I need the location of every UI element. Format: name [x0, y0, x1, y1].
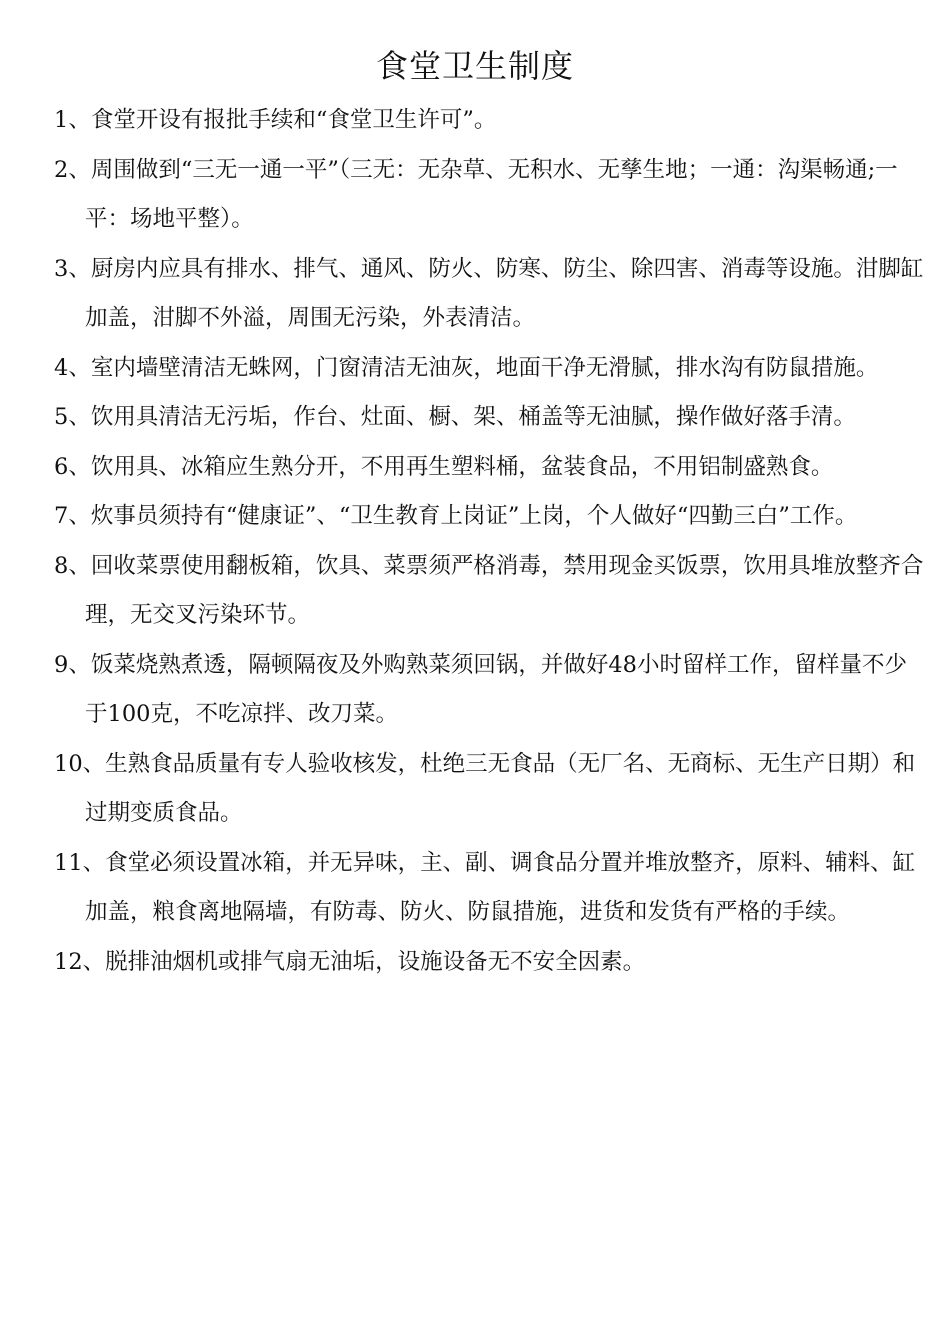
rule-item-12: 12、脱排油烟机或排气扇无油垢，设施设备无不安全因素。 — [54, 948, 646, 975]
rule-item-11: 11、食堂必须设置冰箱，并无异味，主、副、调食品分置并堆放整齐，原料、辅料、缸加盖，粮食离地隔墙，有防毒、防火、防鼠措施，进货和发货有严格的手续。 — [54, 849, 916, 925]
rule-item-8: 8、回收菜票使用翻板箱，饮具、菜票须严格消毒，禁用现金买饭票，饮用具堆放整齐合理，无交叉污染环节。 — [54, 552, 924, 628]
rule-item-4: 4、室内墙壁清洁无蛛网，门窗清洁无油灰，地面干净无滑腻，排水沟有防鼠措施。 — [54, 354, 879, 381]
rule-item-7: 7、炊事员须持有“健康证”、“卫生教育上岗证”上岗，个人做好“四勤三白”工作。 — [54, 503, 858, 529]
rule-item-9: 9、饭菜烧熟煮透，隔顿隔夜及外购熟菜须回锅，并做好48小时留样工作，留样量不少于100克，不吃凉拌、改刀菜。 — [54, 651, 907, 727]
rule-item-1: 1、食堂开设有报批手续和“食堂卫生许可”。 — [54, 107, 497, 133]
rule-item-3: 3、厨房内应具有排水、排气、通风、防火、防寒、防尘、除四害、消毒等设施。泔脚缸加盖，泔脚不外溢，周围无污染，外表清洁。 — [54, 255, 924, 331]
rule-item-6: 6、饮用具、冰箱应生熟分开，不用再生塑料桶，盆装食品，不用铝制盛熟食。 — [54, 453, 834, 480]
rule-item-2: 2、周围做到“三无一通一平”（三无：无杂草、无积水、无孳生地；一通：沟渠畅通;一平：场地平整）。 — [54, 156, 898, 232]
rules-list — [54, 96, 926, 987]
document-title: 食堂卫生制度 — [375, 47, 574, 85]
rule-item-5: 5、饮用具清洁无污垢，作台、灶面、橱、架、桶盖等无油腻，操作做好落手清。 — [54, 404, 856, 430]
rule-item-10: 10、生熟食品质量有专人验收核发，杜绝三无食品（无厂名、无商标、无生产日期）和过期变质食品。 — [54, 750, 916, 826]
